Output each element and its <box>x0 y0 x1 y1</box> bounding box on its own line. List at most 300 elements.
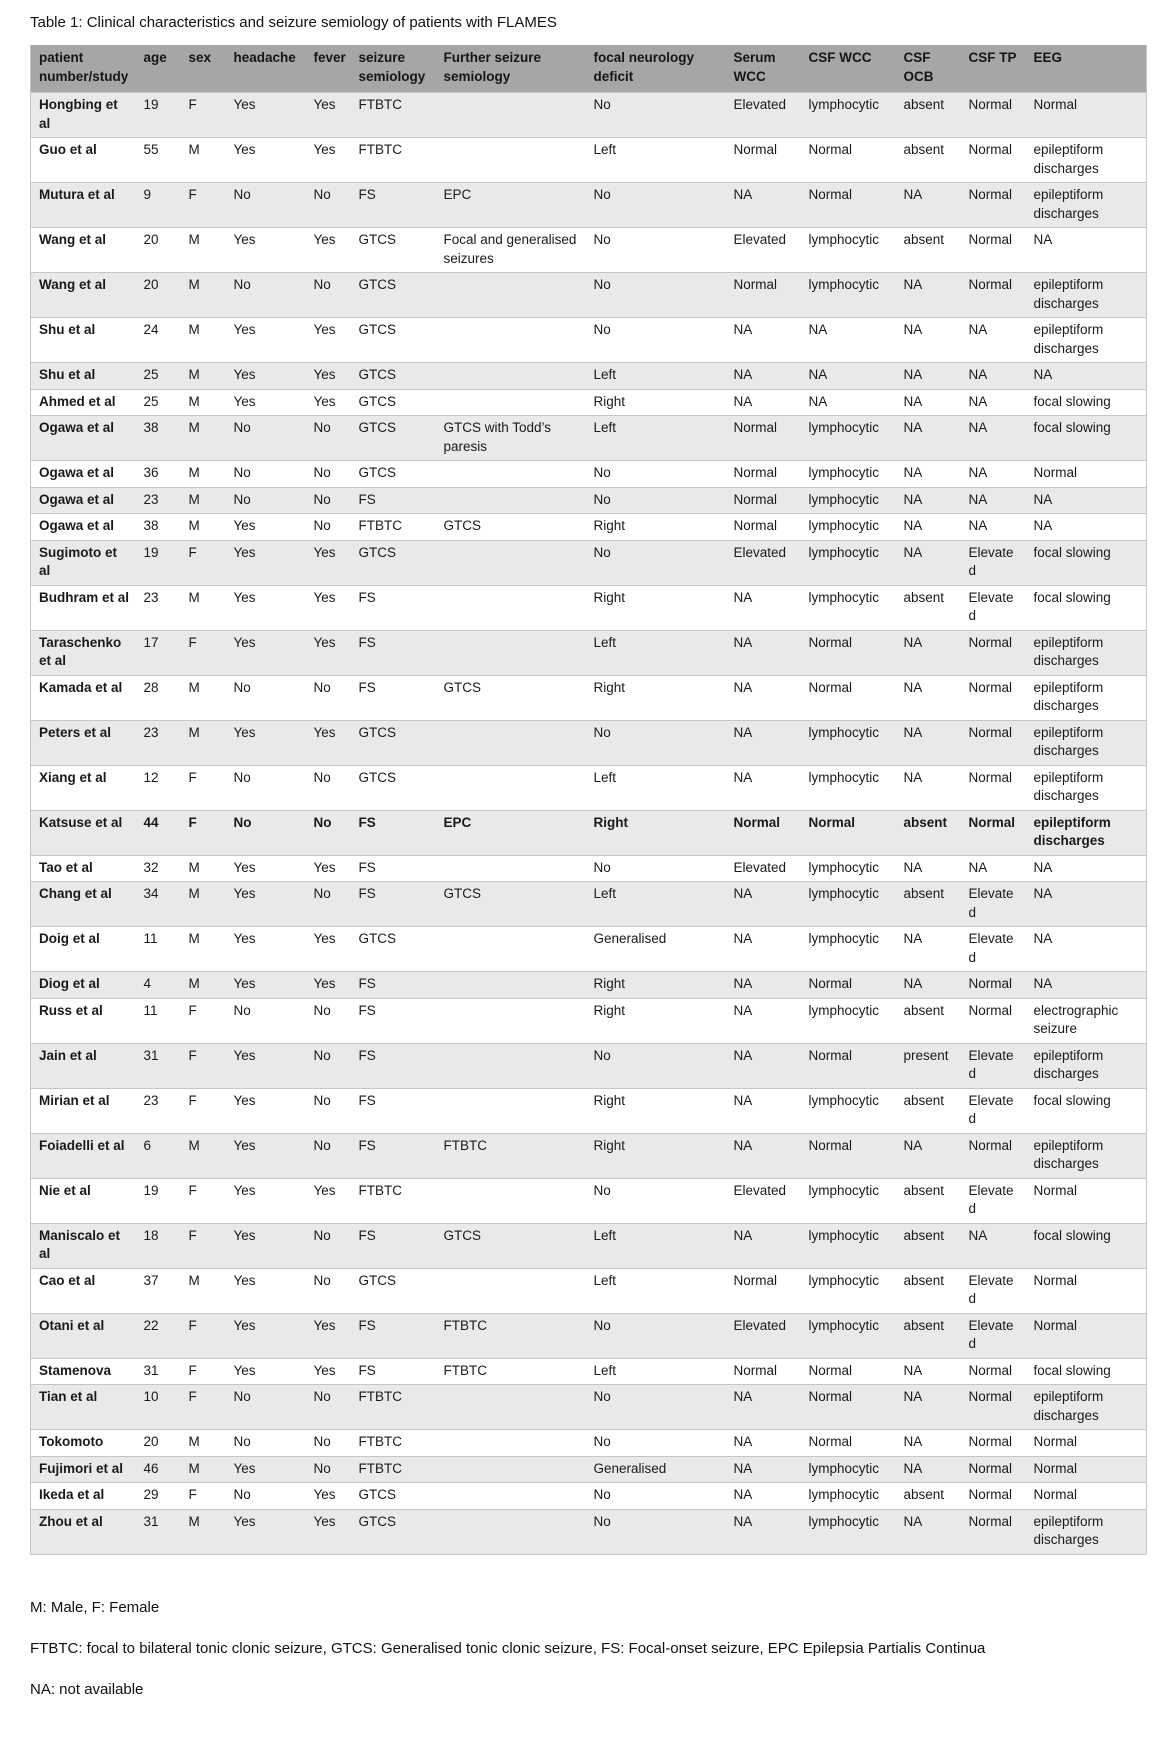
footnotes-section <box>30 1599 1146 1698</box>
table-cell: M <box>181 461 226 488</box>
table-cell: Yes <box>226 93 306 138</box>
table-cell: No <box>586 1509 726 1554</box>
table-cell: Normal <box>726 1358 801 1385</box>
table-cell: GTCS <box>351 273 436 318</box>
table-cell: lymphocytic <box>801 273 896 318</box>
table-cell: Ogawa et al <box>31 461 136 488</box>
table-cell: FTBTC <box>436 1313 586 1358</box>
table-cell: focal slowing <box>1026 389 1147 416</box>
table-cell: electrographic seizure <box>1026 998 1147 1043</box>
table-cell: Normal <box>961 972 1026 999</box>
table-cell: NA <box>1026 228 1147 273</box>
table-cell: No <box>586 855 726 882</box>
table-cell: FS <box>351 1088 436 1133</box>
table-row <box>31 1313 1147 1358</box>
table-cell: FS <box>351 1223 436 1268</box>
table-cell: Yes <box>306 1509 351 1554</box>
table-cell: Right <box>586 972 726 999</box>
table-cell: FS <box>351 487 436 514</box>
patients-table <box>30 45 1147 1555</box>
table-cell: 37 <box>136 1268 181 1313</box>
table-cell: Nie et al <box>31 1178 136 1223</box>
table-cell: 20 <box>136 273 181 318</box>
table-cell: Sugimoto et al <box>31 540 136 585</box>
table-cell: Normal <box>1026 1456 1147 1483</box>
table-cell: Left <box>586 1268 726 1313</box>
table-cell: Yes <box>226 514 306 541</box>
table-cell: NA <box>1026 972 1147 999</box>
table-cell <box>436 1088 586 1133</box>
table-cell: absent <box>896 998 961 1043</box>
table-cell: No <box>226 810 306 855</box>
table-cell: NA <box>896 363 961 390</box>
table-cell: No <box>306 765 351 810</box>
table-cell: M <box>181 855 226 882</box>
table-cell: Yes <box>306 585 351 630</box>
table-cell: focal slowing <box>1026 1223 1147 1268</box>
table-cell: lymphocytic <box>801 720 896 765</box>
table-cell: Diog et al <box>31 972 136 999</box>
table-cell: NA <box>1026 487 1147 514</box>
table-cell: lymphocytic <box>801 487 896 514</box>
table-cell: Normal <box>961 1483 1026 1510</box>
column-header: Further seizure semiology <box>436 45 586 93</box>
table-cell: Ogawa et al <box>31 487 136 514</box>
table-cell: epileptiform discharges <box>1026 675 1147 720</box>
table-cell: NA <box>961 416 1026 461</box>
table-cell: lymphocytic <box>801 93 896 138</box>
table-cell: lymphocytic <box>801 228 896 273</box>
table-cell: Normal <box>801 1133 896 1178</box>
footnote-seizure-abbreviations: FTBTC: focal to bilateral tonic clonic seizure, GTCS: Generalised tonic clonic seizure, FS: Focal-onset seizure, EPC Epilepsia Partialis Continua <box>30 1639 986 1657</box>
table-cell: 28 <box>136 675 181 720</box>
table-cell: No <box>586 1313 726 1358</box>
table-cell: FS <box>351 630 436 675</box>
table-cell: 24 <box>136 318 181 363</box>
table-cell: Normal <box>726 138 801 183</box>
table-cell: NA <box>896 416 961 461</box>
table-cell: Normal <box>961 1456 1026 1483</box>
table-cell: Right <box>586 810 726 855</box>
table-cell: NA <box>896 972 961 999</box>
table-cell: M <box>181 882 226 927</box>
table-cell: lymphocytic <box>801 461 896 488</box>
table-cell: 55 <box>136 138 181 183</box>
table-cell <box>436 927 586 972</box>
table-cell: F <box>181 1178 226 1223</box>
table-cell: Chang et al <box>31 882 136 927</box>
table-row <box>31 1456 1147 1483</box>
table-cell: Jain et al <box>31 1043 136 1088</box>
table-cell: NA <box>896 1385 961 1430</box>
table-cell: absent <box>896 585 961 630</box>
table-cell: NA <box>896 183 961 228</box>
table-cell: epileptiform discharges <box>1026 1043 1147 1088</box>
table-cell: Yes <box>306 1178 351 1223</box>
table-cell: GTCS <box>351 318 436 363</box>
table-cell: 31 <box>136 1358 181 1385</box>
table-cell: Kamada et al <box>31 675 136 720</box>
table-cell: F <box>181 1385 226 1430</box>
table-cell: No <box>226 1483 306 1510</box>
table-cell: M <box>181 1133 226 1178</box>
table-cell: Normal <box>1026 1268 1147 1313</box>
table-cell: No <box>306 273 351 318</box>
table-cell: NA <box>726 1133 801 1178</box>
table-cell: Mutura et al <box>31 183 136 228</box>
table-cell: No <box>226 183 306 228</box>
table-cell: NA <box>726 765 801 810</box>
table-cell: NA <box>896 765 961 810</box>
table-cell: 38 <box>136 416 181 461</box>
table-cell: Normal <box>801 1358 896 1385</box>
column-header: patient number/study <box>31 45 136 93</box>
table-cell: Yes <box>226 228 306 273</box>
table-cell: GTCS <box>351 927 436 972</box>
table-cell: Normal <box>961 228 1026 273</box>
table-cell: No <box>586 228 726 273</box>
table-cell: lymphocytic <box>801 765 896 810</box>
table-cell: Shu et al <box>31 363 136 390</box>
table-cell: 25 <box>136 363 181 390</box>
table-cell: Normal <box>726 514 801 541</box>
table-cell: GTCS <box>436 675 586 720</box>
table-cell: Maniscalo et al <box>31 1223 136 1268</box>
table-row <box>31 630 1147 675</box>
table-row <box>31 1133 1147 1178</box>
table-cell: lymphocytic <box>801 1313 896 1358</box>
table-cell: lymphocytic <box>801 1088 896 1133</box>
table-cell: absent <box>896 1223 961 1268</box>
table-cell: 19 <box>136 93 181 138</box>
table-cell: Foiadelli et al <box>31 1133 136 1178</box>
table-cell: epileptiform discharges <box>1026 630 1147 675</box>
table-cell: Normal <box>726 273 801 318</box>
table-cell: Budhram et al <box>31 585 136 630</box>
table-cell: Normal <box>961 720 1026 765</box>
table-cell: No <box>226 1430 306 1457</box>
table-cell <box>436 855 586 882</box>
table-row <box>31 972 1147 999</box>
table-cell: M <box>181 927 226 972</box>
table-cell: M <box>181 675 226 720</box>
table-cell: Normal <box>1026 1178 1147 1223</box>
table-cell: FS <box>351 183 436 228</box>
table-cell: epileptiform discharges <box>1026 1385 1147 1430</box>
table-cell: M <box>181 318 226 363</box>
table-cell <box>436 998 586 1043</box>
table-cell: Normal <box>1026 1313 1147 1358</box>
table-cell: NA <box>726 720 801 765</box>
table-row <box>31 585 1147 630</box>
table-cell: Normal <box>801 1430 896 1457</box>
table-cell: No <box>586 183 726 228</box>
table-cell <box>436 585 586 630</box>
table-cell: GTCS <box>351 416 436 461</box>
table-cell: Normal <box>801 1385 896 1430</box>
table-cell: GTCS <box>351 461 436 488</box>
table-cell: No <box>586 93 726 138</box>
table-cell: Elevated <box>961 1268 1026 1313</box>
table-cell: NA <box>726 630 801 675</box>
table-cell: Yes <box>226 1178 306 1223</box>
table-cell: M <box>181 1509 226 1554</box>
table-cell: Yes <box>306 720 351 765</box>
table-cell: Yes <box>226 882 306 927</box>
table-cell <box>436 389 586 416</box>
column-header: CSF WCC <box>801 45 896 93</box>
table-cell: Normal <box>801 810 896 855</box>
table-row <box>31 540 1147 585</box>
table-cell: Elevated <box>961 1088 1026 1133</box>
table-cell: FTBTC <box>351 1430 436 1457</box>
column-header: CSF TP <box>961 45 1026 93</box>
table-row <box>31 273 1147 318</box>
table-cell: GTCS <box>351 363 436 390</box>
table-cell: Normal <box>801 675 896 720</box>
table-row <box>31 1509 1147 1554</box>
table-cell: M <box>181 138 226 183</box>
column-header: EEG <box>1026 45 1147 93</box>
column-header: headache <box>226 45 306 93</box>
table-cell <box>436 1456 586 1483</box>
table-cell: Peters et al <box>31 720 136 765</box>
table-cell: Normal <box>961 998 1026 1043</box>
table-cell: lymphocytic <box>801 1178 896 1223</box>
table-cell: Elevated <box>726 1313 801 1358</box>
table-cell: absent <box>896 1313 961 1358</box>
table-cell: NA <box>896 1509 961 1554</box>
table-row <box>31 927 1147 972</box>
table-cell: No <box>306 487 351 514</box>
table-row <box>31 1430 1147 1457</box>
table-row <box>31 675 1147 720</box>
table-cell: M <box>181 585 226 630</box>
table-cell: Yes <box>226 972 306 999</box>
table-cell: Right <box>586 585 726 630</box>
table-cell: F <box>181 630 226 675</box>
table-cell: 23 <box>136 1088 181 1133</box>
table-cell: GTCS <box>351 389 436 416</box>
table-cell: 46 <box>136 1456 181 1483</box>
table-cell: Yes <box>306 972 351 999</box>
table-row <box>31 1268 1147 1313</box>
table-cell: focal slowing <box>1026 416 1147 461</box>
table-cell: Right <box>586 1133 726 1178</box>
table-cell: Yes <box>226 927 306 972</box>
table-row <box>31 810 1147 855</box>
table-cell: NA <box>961 487 1026 514</box>
table-cell: Elevated <box>726 540 801 585</box>
table-cell <box>436 363 586 390</box>
table-cell: epileptiform discharges <box>1026 810 1147 855</box>
table-cell: Elevated <box>726 855 801 882</box>
table-cell: Yes <box>306 1358 351 1385</box>
table-cell: Yes <box>226 1509 306 1554</box>
table-cell: Yes <box>306 540 351 585</box>
table-cell: lymphocytic <box>801 514 896 541</box>
table-cell: Left <box>586 416 726 461</box>
table-cell: Yes <box>306 630 351 675</box>
table-cell: No <box>226 998 306 1043</box>
table-cell <box>436 1430 586 1457</box>
table-cell: Normal <box>961 675 1026 720</box>
table-cell: NA <box>726 882 801 927</box>
table-row <box>31 183 1147 228</box>
table-cell: FS <box>351 972 436 999</box>
table-cell <box>436 540 586 585</box>
table-cell: Focal and generalised seizures <box>436 228 586 273</box>
table-cell: NA <box>726 675 801 720</box>
table-cell: NA <box>1026 882 1147 927</box>
table-cell: 6 <box>136 1133 181 1178</box>
table-cell: 19 <box>136 540 181 585</box>
table-cell: M <box>181 487 226 514</box>
table-row <box>31 1358 1147 1385</box>
table-cell: Guo et al <box>31 138 136 183</box>
table-cell: Left <box>586 765 726 810</box>
table-cell: Fujimori et al <box>31 1456 136 1483</box>
table-row <box>31 1483 1147 1510</box>
column-header: CSF OCB <box>896 45 961 93</box>
table-row <box>31 998 1147 1043</box>
table-cell: 34 <box>136 882 181 927</box>
table-cell: No <box>226 461 306 488</box>
table-cell: lymphocytic <box>801 585 896 630</box>
table-cell: Yes <box>306 228 351 273</box>
table-cell: 25 <box>136 389 181 416</box>
table-cell: No <box>306 810 351 855</box>
table-row <box>31 389 1147 416</box>
table-cell: Normal <box>726 461 801 488</box>
table-row <box>31 318 1147 363</box>
table-row <box>31 1178 1147 1223</box>
table-row <box>31 138 1147 183</box>
table-cell: Normal <box>961 630 1026 675</box>
table-row <box>31 1088 1147 1133</box>
table-cell: Yes <box>226 540 306 585</box>
table-cell: absent <box>896 228 961 273</box>
table-cell: FS <box>351 1133 436 1178</box>
table-cell <box>436 93 586 138</box>
table-cell <box>436 1509 586 1554</box>
table-cell: NA <box>801 389 896 416</box>
table-cell: NA <box>726 363 801 390</box>
table-cell: epileptiform discharges <box>1026 318 1147 363</box>
table-cell: NA <box>896 1456 961 1483</box>
table-cell: F <box>181 1358 226 1385</box>
footnote-sex-key: M: Male, F: Female <box>30 1598 160 1616</box>
table-cell: Normal <box>961 93 1026 138</box>
table-cell: No <box>306 461 351 488</box>
table-cell: Yes <box>226 1133 306 1178</box>
table-row <box>31 487 1147 514</box>
table-cell: Right <box>586 1088 726 1133</box>
table-cell: Normal <box>961 1385 1026 1430</box>
table-cell: GTCS <box>351 1483 436 1510</box>
table-cell: 23 <box>136 585 181 630</box>
table-cell: Yes <box>306 363 351 390</box>
table-cell: No <box>226 675 306 720</box>
column-header: seizure semiology <box>351 45 436 93</box>
table-cell: Ahmed et al <box>31 389 136 416</box>
table-cell: GTCS <box>351 1268 436 1313</box>
table-cell: lymphocytic <box>801 882 896 927</box>
table-cell: NA <box>726 1223 801 1268</box>
table-cell: NA <box>961 461 1026 488</box>
table-cell: NA <box>1026 514 1147 541</box>
table-cell: 44 <box>136 810 181 855</box>
table-cell <box>436 1385 586 1430</box>
footnote-na-key: NA: not available <box>30 1680 144 1698</box>
table-cell: present <box>896 1043 961 1088</box>
table-cell: FTBTC <box>351 93 436 138</box>
table-cell: No <box>586 1178 726 1223</box>
table-cell: Cao et al <box>31 1268 136 1313</box>
table-cell: 11 <box>136 927 181 972</box>
table-row <box>31 363 1147 390</box>
table-cell: 19 <box>136 1178 181 1223</box>
table-row <box>31 882 1147 927</box>
table-cell: lymphocytic <box>801 1509 896 1554</box>
table-cell: NA <box>961 855 1026 882</box>
table-cell: Yes <box>306 93 351 138</box>
table-cell: 36 <box>136 461 181 488</box>
table-cell: Generalised <box>586 927 726 972</box>
table-cell: Elevated <box>961 1313 1026 1358</box>
column-header: Serum WCC <box>726 45 801 93</box>
table-cell: Normal <box>961 810 1026 855</box>
table-cell: Normal <box>726 487 801 514</box>
table-cell: Yes <box>226 138 306 183</box>
table-cell: NA <box>726 389 801 416</box>
table-cell: 4 <box>136 972 181 999</box>
table-cell: Yes <box>306 138 351 183</box>
table-cell: focal slowing <box>1026 1088 1147 1133</box>
table-cell: FS <box>351 882 436 927</box>
table-cell: Elevated <box>726 93 801 138</box>
table-cell: absent <box>896 138 961 183</box>
table-cell: focal slowing <box>1026 585 1147 630</box>
table-cell: Elevated <box>961 585 1026 630</box>
table-cell: NA <box>961 389 1026 416</box>
table-cell: lymphocytic <box>801 998 896 1043</box>
table-cell <box>436 318 586 363</box>
table-cell: Yes <box>306 1483 351 1510</box>
table-cell: 22 <box>136 1313 181 1358</box>
table-cell: No <box>586 1385 726 1430</box>
column-header: age <box>136 45 181 93</box>
table-cell: Yes <box>226 363 306 390</box>
table-cell: NA <box>726 1043 801 1088</box>
table-cell: No <box>586 461 726 488</box>
table-cell: Normal <box>1026 1483 1147 1510</box>
table-cell: Right <box>586 514 726 541</box>
table-cell: NA <box>726 1456 801 1483</box>
table-cell: NA <box>896 675 961 720</box>
table-cell: F <box>181 540 226 585</box>
table-cell: F <box>181 810 226 855</box>
table-cell: GTCS <box>351 1509 436 1554</box>
table-cell <box>436 972 586 999</box>
table-cell: Normal <box>801 183 896 228</box>
table-cell <box>436 1483 586 1510</box>
table-cell: 23 <box>136 487 181 514</box>
table-cell: epileptiform discharges <box>1026 138 1147 183</box>
table-cell: Normal <box>961 1509 1026 1554</box>
table-cell: FS <box>351 855 436 882</box>
table-cell: Yes <box>226 1358 306 1385</box>
